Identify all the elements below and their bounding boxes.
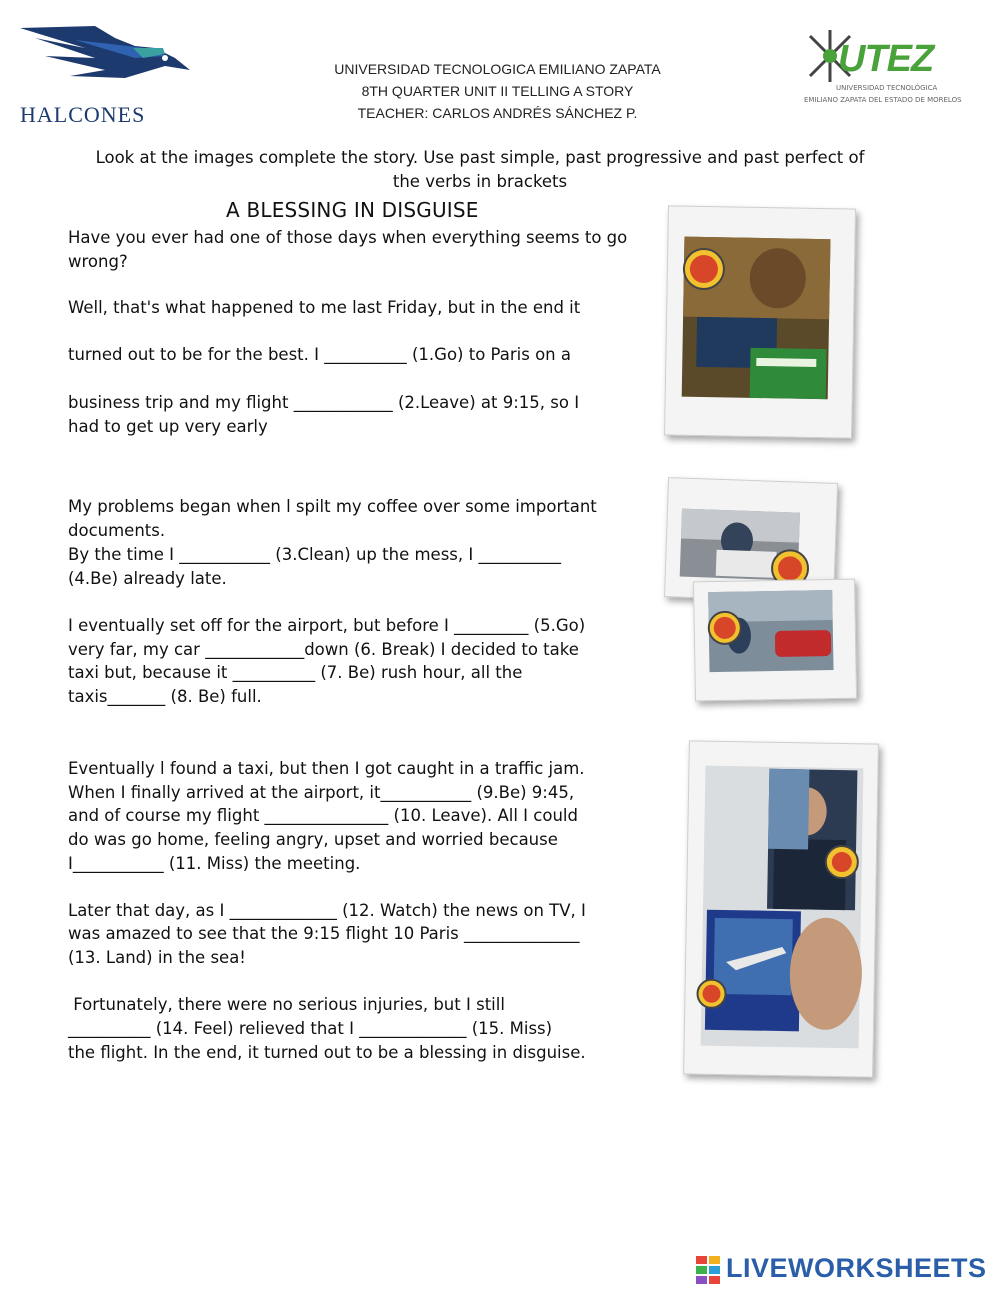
- story-paragraph-2: Well, that's what happened to me last Friday, but in the end it: [68, 298, 581, 317]
- story-image-4: [683, 740, 879, 1077]
- header-text: [270, 58, 725, 124]
- story-title: A BLESSING IN DISGUISE: [226, 198, 479, 222]
- story-line-10b: __________ (14. Feel) relieved that I _____________ (15. Miss): [68, 1019, 553, 1038]
- story-line-5a: My problems began when l spilt my coffee over some important: [68, 497, 597, 516]
- story-line-7a: I eventually set off for the airport, but before I _________ (5.Go): [68, 616, 586, 635]
- story-paragraph-1: Have you ever had one of those days when everything seems to go wrong?: [68, 228, 628, 271]
- story-line-9c: (13. Land) in the sea!: [68, 948, 246, 967]
- utez-logo: [800, 26, 980, 116]
- utez-logo-sub2: EMILIANO ZAPATA DEL ESTADO DE MORELOS: [804, 96, 962, 104]
- story-line-8d: do was go home, feeling angry, upset and worried because: [68, 830, 558, 849]
- story-line-4a: business trip and my flight ____________ (2.Leave) at 9:15, so I: [68, 393, 580, 412]
- story-line-9b: was amazed to see that the 9:15 flight 10 Paris ______________: [68, 924, 580, 943]
- instructions: [60, 146, 900, 194]
- header-line-unit: 8TH QUARTER UNIT II TELLING A STORY: [361, 83, 634, 99]
- instructions-line-2: the verbs in brackets: [392, 172, 568, 191]
- story-image-3: [693, 579, 857, 702]
- story-line-10a: Fortunately, there were no serious injuries, but I still: [68, 995, 505, 1014]
- utez-logo-text: UTEZ: [838, 38, 934, 80]
- header-line-university: UNIVERSIDAD TECNOLOGICA EMILIANO ZAPATA: [334, 61, 661, 77]
- story-line-6a: By the time I ___________ (3.Clean) up the mess, I __________: [68, 545, 561, 564]
- instructions-line-1: Look at the images complete the story. Use past simple, past progressive and past perfect of: [95, 148, 865, 167]
- hawk-icon: [15, 18, 195, 98]
- utez-logo-sub1: UNIVERSIDAD TECNOLÓGICA: [836, 84, 938, 92]
- story-line-8e: I___________ (11. Miss) the meeting.: [68, 854, 361, 873]
- story-paragraph-3: turned out to be for the best. I __________ (1.Go) to Paris on a: [68, 345, 571, 364]
- story-line-5b: documents.: [68, 521, 166, 540]
- story-line-8c: and of course my flight _______________ (10. Leave). All I could: [68, 806, 578, 825]
- story-image-1: [664, 205, 856, 438]
- story-line-7d: taxis_______ (8. Be) full.: [68, 687, 262, 706]
- liveworksheets-text: LIVEWORKSHEETS: [726, 1253, 987, 1283]
- story-line-10c: the flight. In the end, it turned out to be a blessing in disguise.: [68, 1043, 586, 1062]
- story-line-9a: Later that day, as I _____________ (12. Watch) the news on TV, I: [68, 901, 586, 920]
- story-line-4b: had to get up very early: [68, 417, 268, 436]
- header-line-teacher: TEACHER: CARLOS ANDRÉS SÁNCHEZ P.: [357, 105, 638, 121]
- story-line-6b: (4.Be) already late.: [68, 569, 227, 588]
- story-line-7b: very far, my car ____________down (6. Break) I decided to take: [68, 640, 579, 659]
- story-line-7c: taxi but, because it __________ (7. Be) rush hour, all the: [68, 663, 523, 682]
- liveworksheets-icon: [696, 1256, 722, 1284]
- halcones-logo-text: HALCONES: [20, 102, 146, 127]
- story-line-8b: When I finally arrived at the airport, it___________ (9.Be) 9:45,: [68, 783, 575, 802]
- halcones-logo: [15, 18, 195, 128]
- story-line-8a: Eventually l found a taxi, but then I got caught in a traffic jam.: [68, 759, 585, 778]
- liveworksheets-logo: [696, 1252, 996, 1286]
